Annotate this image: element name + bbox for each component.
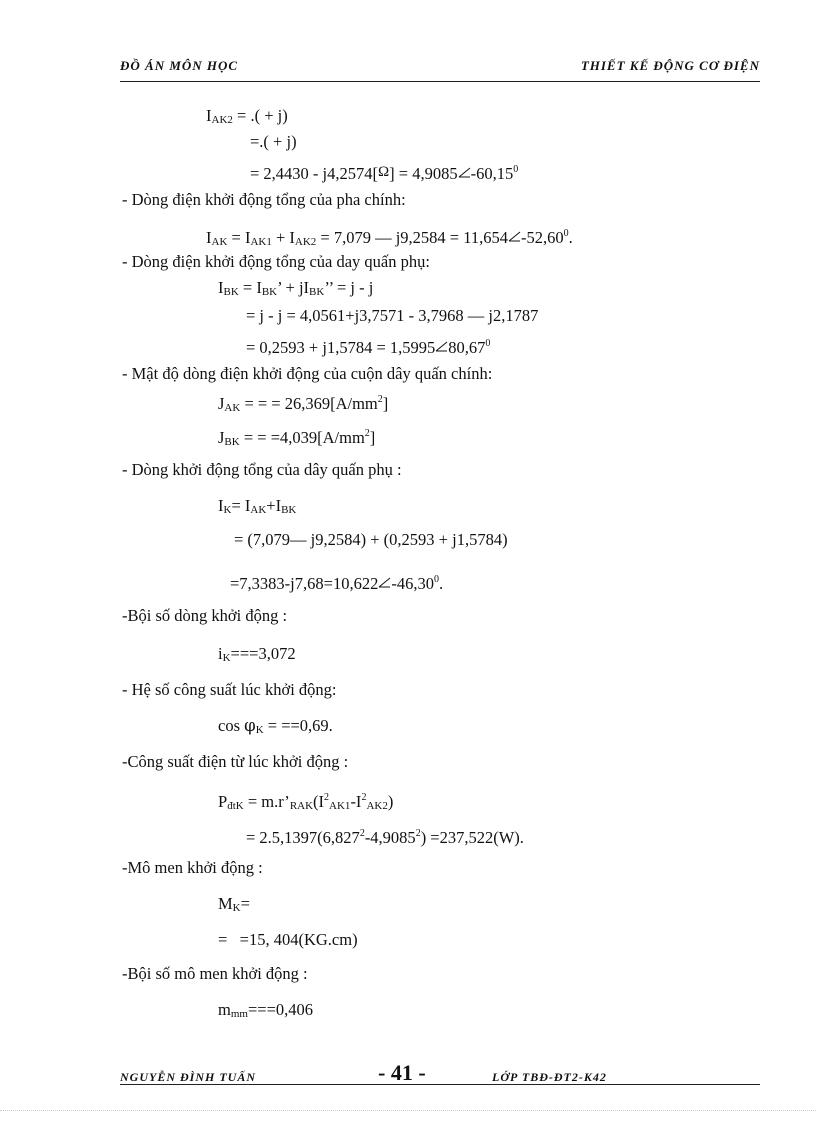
eq-ik-result: =7,3383-j7,68=10,622 -46,30$^0$.: [230, 574, 444, 593]
eq-ibk-step2: = j - j = 4,0561+j3,7571 - 3,7968 — j2,1787: [246, 306, 539, 325]
eq-jak: JAK = = = $26,369[A/mm^2]$: [218, 394, 389, 414]
text-current-multiple: -Bội số dòng khởi động :: [122, 606, 288, 625]
eq-pdtk-result: = $2.5,1397(6,827^2-4,9085^2) =237,522(W)$.: [246, 828, 524, 847]
text-starting-torque: -Mô men khởi động :: [122, 858, 263, 877]
eq-ik-step2: = (7,079— j9,2584) + (0,2593 + j1,5784): [234, 530, 508, 549]
angle-icon: [378, 577, 391, 588]
eq-iak2-step2: =.( + j): [250, 132, 297, 151]
angle-icon: [508, 231, 521, 242]
eq-iak2: IAK2 = .( + j): [206, 106, 288, 126]
angle-icon: [435, 341, 448, 352]
eq-jbk: JBK = = $=4,039[A/mm^2]$: [218, 428, 376, 448]
header-left-text: ĐỒ ÁN MÔN HỌC: [120, 58, 239, 73]
footer-author: NGUYỄN ĐÌNH TUẤN: [120, 1070, 256, 1084]
phi-symbol: φ: [244, 716, 256, 735]
ohm-symbol: Ω: [378, 164, 390, 180]
text-electromagnetic-power: -Công suất điện từ lúc khởi động :: [122, 752, 349, 771]
page-header: [120, 58, 760, 82]
header-rule: [120, 81, 760, 82]
text-total-start-current: - Dòng khởi động tổng của dây quấn phụ :: [122, 460, 402, 479]
page-footer: [120, 1060, 760, 1088]
text-current-density: - Mật độ dòng điện khởi động của cuộn dây quấn chính:: [122, 364, 493, 383]
eq-cos-phi: cos φK = ==0,69.: [218, 716, 333, 736]
header-right-text: THIẾT KẾ ĐỘNG CƠ ĐIỆN: [580, 58, 760, 73]
text-main-phase-current: - Dòng điện khởi động tổng của pha chính:: [122, 190, 406, 209]
text-power-factor: - Hệ số công suất lúc khởi động:: [122, 680, 337, 699]
eq-ibk: IBK = IBK’ + jIBK’’ = j - j: [218, 278, 374, 298]
text-torque-multiple: -Bội số mô men khởi động :: [122, 964, 308, 983]
footer-class: LỚP TBĐ-ĐT2-K42: [492, 1070, 607, 1084]
eq-iak: IAK = IAK1 + IAK2 = 7,079 — j9,2584 = 11,654 -52,60$^0$.: [206, 228, 573, 248]
eq-mmm: mmm===0,406: [218, 1000, 314, 1020]
eq-iak2-result: = 2,4430 - j4,2574[Ω] = 4,9085 -60,15$^0$: [250, 164, 519, 183]
eq-ik: IK= IAK+IBK: [218, 496, 297, 516]
eq-mk: MK=: [218, 894, 250, 914]
angle-icon: [458, 167, 471, 178]
page-number: - 41 -: [378, 1060, 426, 1085]
page-bottom-dotted-border: [0, 1110, 816, 1111]
eq-ik-multiple: iK===3,072: [218, 644, 296, 664]
eq-pdtk: PđtK = $m.r’RAK(I^2AK1-I^2AK2)$: [218, 792, 394, 812]
eq-mk-result: = =15, 404(KG.cm): [218, 930, 358, 949]
footer-rule: [120, 1084, 760, 1085]
eq-ibk-result: = 0,2593 + j1,5784 = 1,5995 80,67$^0$: [246, 338, 491, 357]
text-aux-winding-current: - Dòng điện khởi động tổng của day quấn phụ:: [122, 252, 430, 271]
